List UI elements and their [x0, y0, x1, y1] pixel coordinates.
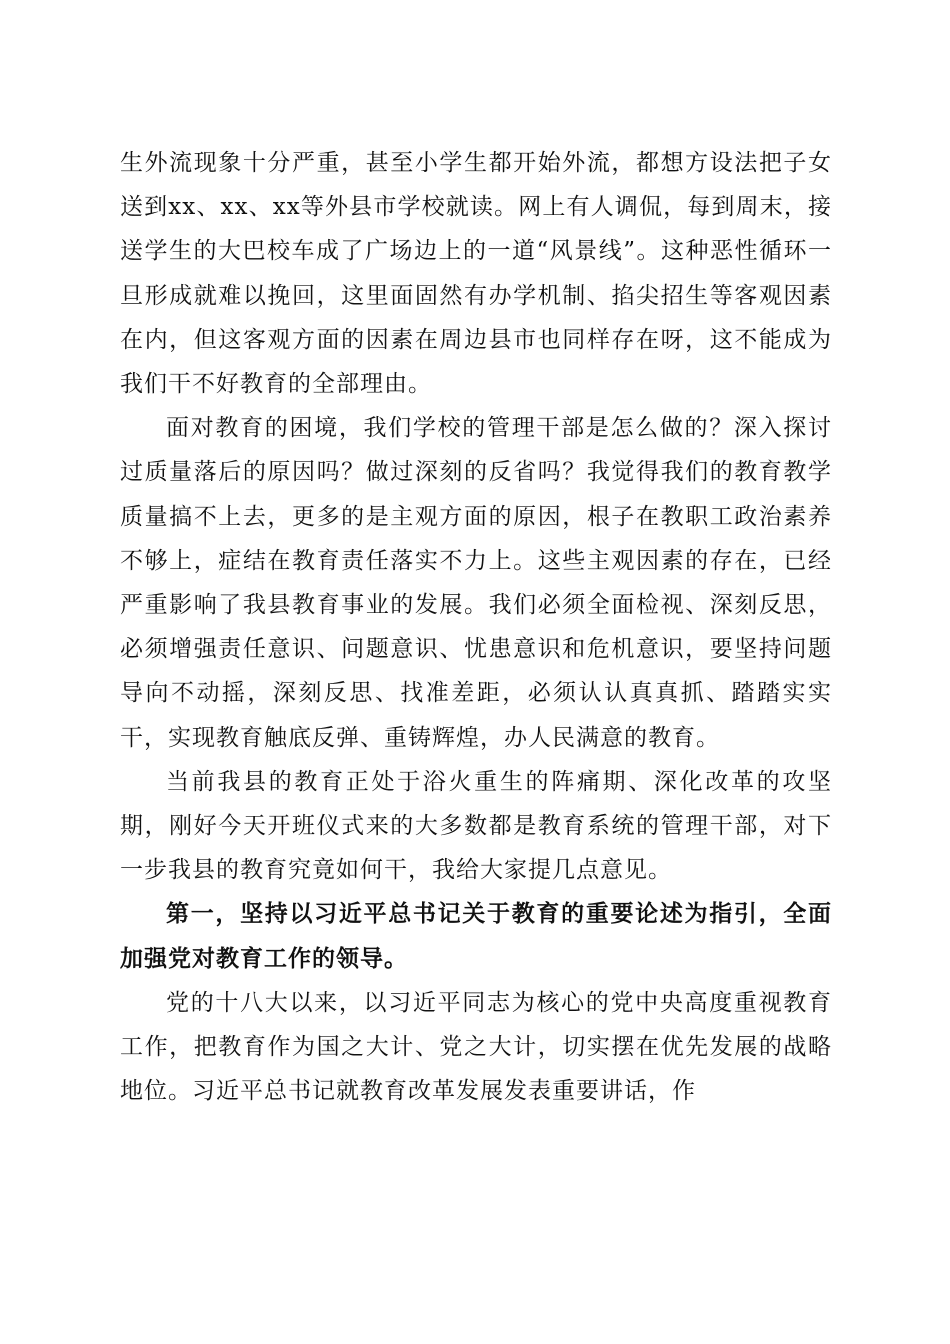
paragraph-current-situation: 当前我县的教育正处于浴火重生的阵痛期、深化改革的攻坚期，刚好今天开班仪式来的大多数都是教育系统的管理干部，对下一步我县的教育究竟如何干，我给大家提几点意见。 [120, 768, 832, 884]
paragraph-party-leadership: 党的十八大以来，以习近平同志为核心的党中央高度重视教育工作，把教育作为国之大计、党之大计，切实摆在优先发展的战略地位。习近平总书记就教育改革发展发表重要讲话，作 [120, 989, 832, 1105]
paragraph-education-dilemma: 面对教育的困境，我们学校的管理干部是怎么做的？深入探讨过质量落后的原因吗？做过深刻的反省吗？我觉得我们的教育教学质量搞不上去，更多的是主观方面的原因，根子在教职工政治素养不够上，症结在教育责任落实不力上。这些主观因素的存在，已经严重影响了我县教育事业的发展。我们必须全面检视、深刻反思，必须增强责任意识、问题意识、忧患意识和危机意识，要坚持问题导向不动摇，深刻反思、找准差距，必须认认真真抓、踏踏实实干，实现教育触底反弹、重铸辉煌，办人民满意的教育。 [120, 415, 832, 751]
paragraph-continuation: 生外流现象十分严重，甚至小学生都开始外流，都想方设法把子女送到xx、xx、xx等外县市学校就读。网上有人调侃，每到周末，接送学生的大巴校车成了广场边上的一道“风景线”。这种恶性循环一旦形成就难以挽回，这里面固然有办学机制、掐尖招生等客观因素在内，但这客观方面的因素在周边县市也同样存在呀，这不能成为我们干不好教育的全部理由。 [120, 150, 832, 398]
document-body [120, 141, 832, 1113]
section-heading-first: 第一，坚持以习近平总书记关于教育的重要论述为指引，全面加强党对教育工作的领导。 [120, 900, 832, 972]
